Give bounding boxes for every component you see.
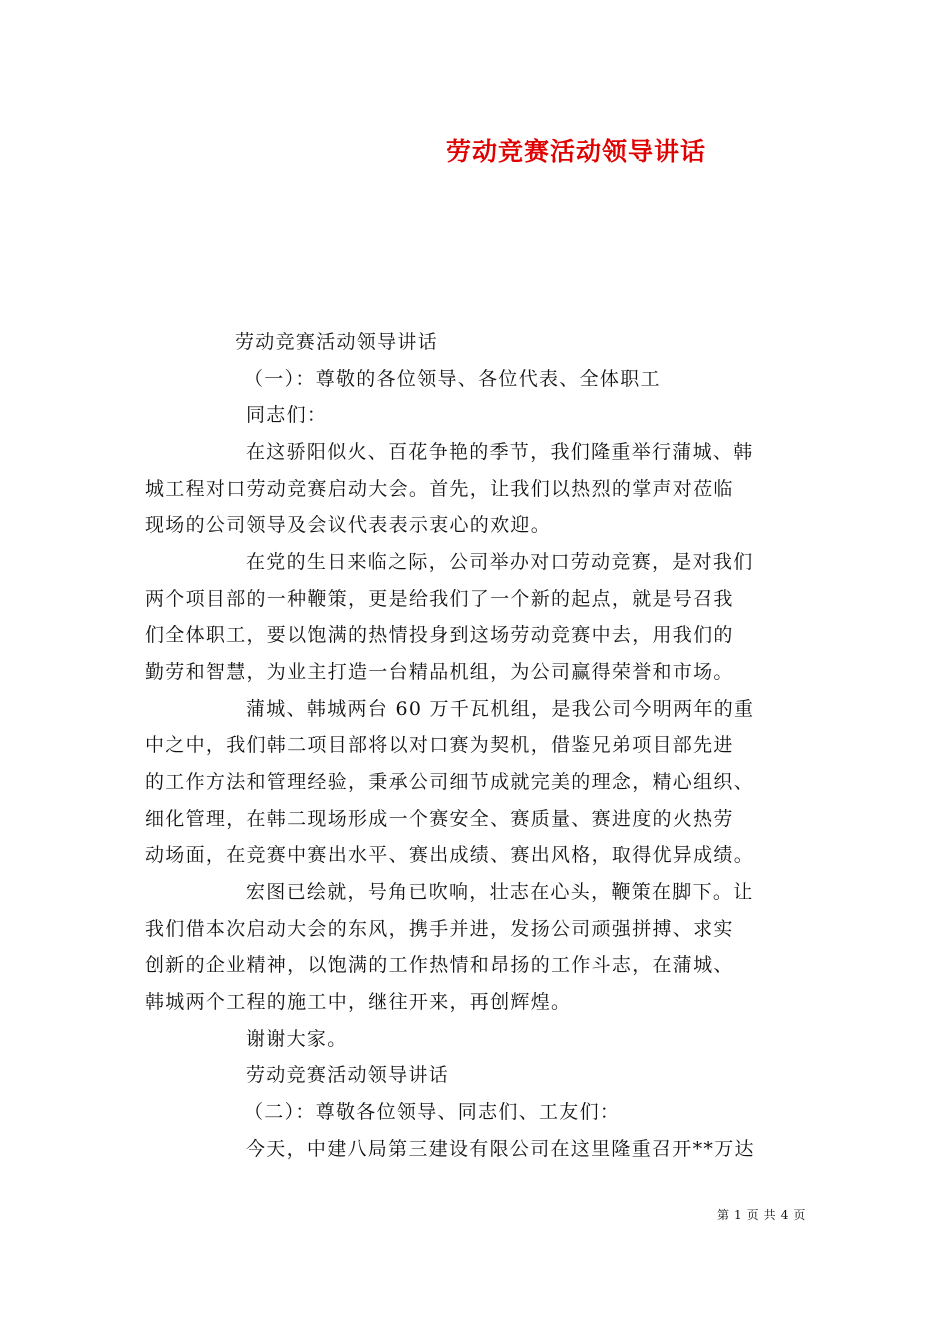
paragraph-line: 细化管理，在韩二现场形成一个赛安全、赛质量、赛进度的火热劳 <box>145 808 734 830</box>
document-title: 劳动竞赛活动领导讲话 <box>446 137 707 166</box>
paragraph-line: 现场的公司领导及会议代表表示衷心的欢迎。 <box>145 514 552 536</box>
paragraph-line: 今天，中建八局第三建设有限公司在这里隆重召开**万达 <box>246 1138 755 1160</box>
paragraph-line: 的工作方法和管理经验，秉承公司细节成就完美的理念，精心组织、 <box>145 771 755 793</box>
body-line-heading-2: 劳动竞赛活动领导讲话 <box>246 1064 450 1086</box>
paragraph-line: 在党的生日来临之际，公司举办对口劳动竞赛，是对我们 <box>246 551 754 573</box>
body-line-heading-1: 劳动竞赛活动领导讲话 <box>235 331 439 353</box>
paragraph-line: 蒲城、韩城两台 60 万千瓦机组，是我公司今明两年的重 <box>246 698 755 720</box>
body-line-thanks: 谢谢大家。 <box>246 1028 348 1050</box>
paragraph-line: 宏图已绘就，号角已吹响，壮志在心头，鞭策在脚下。让 <box>246 881 754 903</box>
body-line-salutation-2: （二）：尊敬各位领导、同志们、工友们： <box>244 1101 621 1123</box>
body-line-comrades: 同志们： <box>246 404 328 426</box>
paragraph-line: 在这骄阳似火、百花争艳的季节，我们隆重举行蒲城、韩 <box>246 441 754 463</box>
paragraph-line: 我们借本次启动大会的东风，携手并进，发扬公司顽强拼搏、求实 <box>145 918 734 940</box>
paragraph-line: 两个项目部的一种鞭策，更是给我们了一个新的起点，就是号召我 <box>145 588 734 610</box>
paragraph-line: 勤劳和智慧，为业主打造一台精品机组，为公司赢得荣誉和市场。 <box>145 661 734 683</box>
body-line-salutation-1: （一）：尊敬的各位领导、各位代表、全体职工 <box>244 368 661 390</box>
paragraph-line: 韩城两个工程的施工中，继往开来，再创辉煌。 <box>145 991 572 1013</box>
paragraph-line: 城工程对口劳动竞赛启动大会。首先，让我们以热烈的掌声对莅临 <box>145 478 734 500</box>
paragraph-line: 动场面，在竞赛中赛出水平、赛出成绩、赛出风格，取得优异成绩。 <box>145 844 755 866</box>
paragraph-line: 中之中，我们韩二项目部将以对口赛为契机，借鉴兄弟项目部先进 <box>145 734 734 756</box>
page-number-footer: 第 1 页 共 4 页 <box>717 1208 806 1222</box>
paragraph-line: 们全体职工，要以饱满的热情投身到这场劳动竞赛中去，用我们的 <box>145 624 734 646</box>
paragraph-line: 创新的企业精神，以饱满的工作热情和昂扬的工作斗志，在蒲城、 <box>145 954 734 976</box>
